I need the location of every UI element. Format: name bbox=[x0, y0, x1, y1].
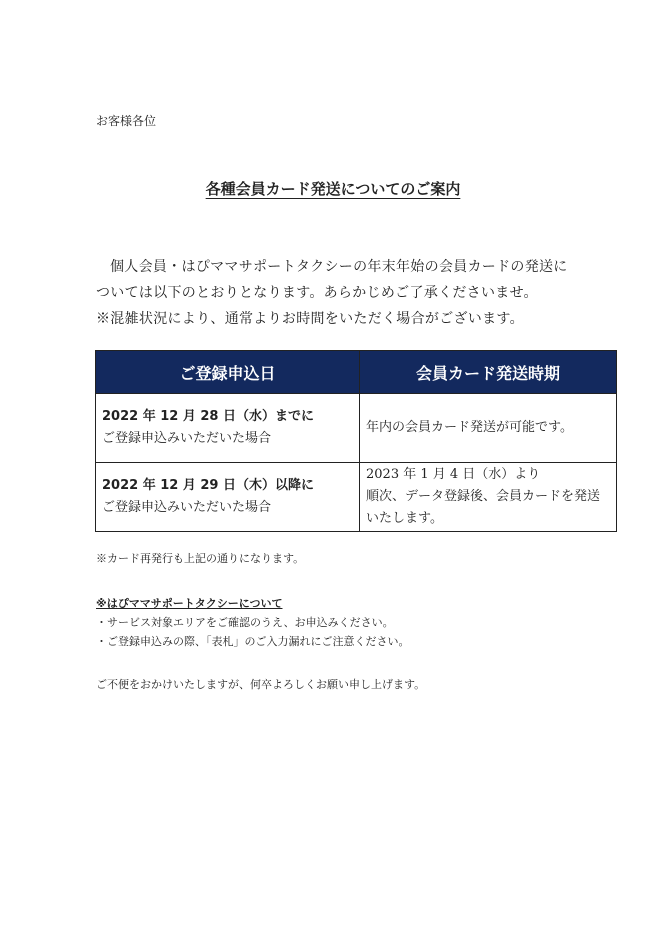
intro-paragraph bbox=[96, 254, 616, 332]
shipping-period-cell bbox=[360, 463, 617, 532]
closing-remark: ご不便をおかけいたしますが、何卒よろしくお願い申し上げます。 bbox=[96, 678, 426, 691]
document-title-wrapper bbox=[0, 178, 666, 199]
registration-deadline: 2022 年 12 月 29 日（木）以降に bbox=[102, 478, 314, 493]
registration-date-cell bbox=[96, 463, 360, 532]
header-registration-date: ご登録申込日 bbox=[96, 351, 360, 394]
intro-line-3: ※混雑状況により、通常よりお時間をいただく場合がございます。 bbox=[96, 311, 524, 327]
shipping-line: 順次、データ登録後、会員カードを発送 bbox=[366, 489, 601, 504]
taxi-info-item: ・ご登録申込みの際、「表札」のご入力漏れにご注意ください。 bbox=[96, 635, 410, 648]
document-title: 各種会員カード発送についてのご案内 bbox=[205, 180, 461, 198]
reissue-note: ※カード再発行も上記の通りになります。 bbox=[96, 552, 305, 565]
taxi-info-item: ・サービス対象エリアをご確認のうえ、お申込みください。 bbox=[96, 616, 394, 629]
taxi-info-section bbox=[96, 594, 410, 651]
registration-deadline: 2022 年 12 月 28 日（水）までに bbox=[102, 409, 314, 424]
registration-condition: ご登録申込みいただいた場合 bbox=[102, 431, 272, 446]
table-header-row bbox=[96, 351, 617, 394]
registration-condition: ご登録申込みいただいた場合 bbox=[102, 500, 272, 515]
header-shipping-period: 会員カード発送時期 bbox=[360, 351, 617, 394]
intro-line-2: ついては以下のとおりとなります。あらかじめご了承くださいませ。 bbox=[96, 285, 538, 301]
taxi-info-heading: ※はぴママサポートタクシーについて bbox=[96, 597, 283, 610]
table-row bbox=[96, 463, 617, 532]
shipping-period-cell bbox=[360, 394, 617, 463]
intro-line-1: 個人会員・はぴママサポートタクシーの年末年始の会員カードの発送に bbox=[110, 259, 568, 275]
shipping-schedule-table bbox=[95, 350, 617, 532]
shipping-line: いたします。 bbox=[366, 511, 443, 526]
registration-date-cell bbox=[96, 394, 360, 463]
table-row bbox=[96, 394, 617, 463]
shipping-line: 2023 年 1 月 4 日（水）より bbox=[366, 467, 541, 482]
greeting: お客様各位 bbox=[96, 114, 157, 128]
shipping-line: 年内の会員カード発送が可能です。 bbox=[366, 420, 573, 435]
